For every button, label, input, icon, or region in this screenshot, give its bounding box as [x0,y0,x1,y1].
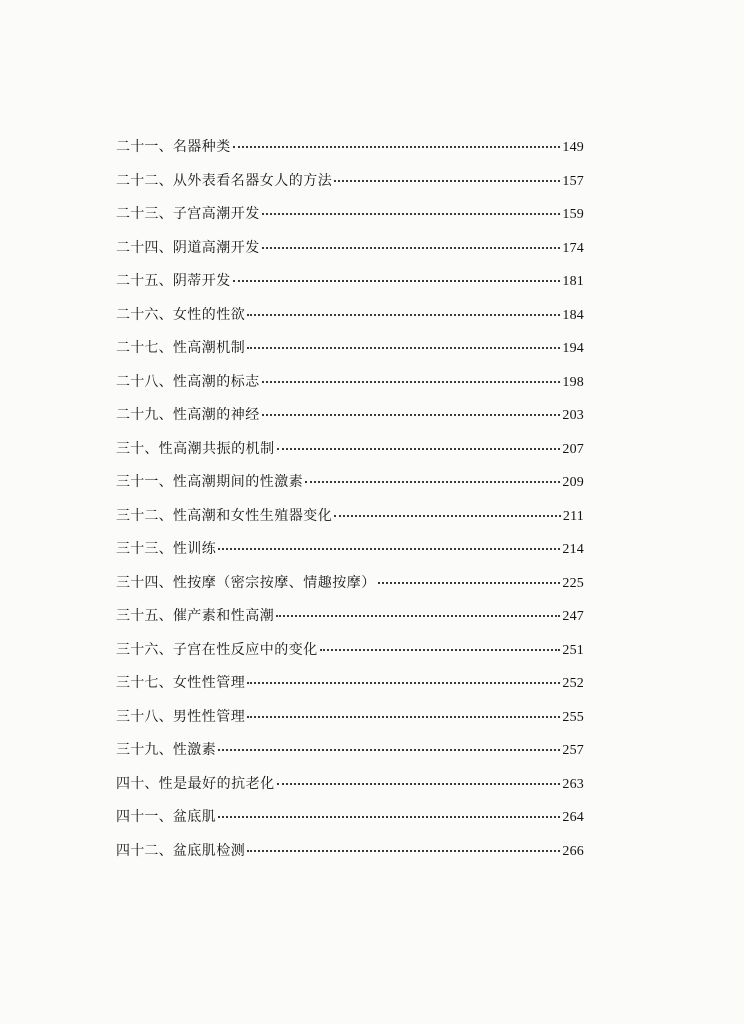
toc-entry-title: 催产素和性高潮 [172,608,275,624]
toc-entry-page: 263 [562,776,584,792]
toc-entry [116,572,584,606]
toc-entry-page: 149 [562,140,584,155]
toc-entry-title: 性是最好的抗老化 [158,775,275,792]
toc-entry-page: 198 [562,374,584,390]
toc-entry-page: 214 [562,542,584,557]
dot-leader [276,615,560,617]
toc-entry [116,237,584,271]
dot-leader [262,381,561,383]
dot-leader [378,582,561,584]
toc-entry-page: 209 [562,475,584,490]
toc-entry-number: 三十九、 [116,742,173,758]
toc-entry [116,337,584,371]
toc-entry-page: 174 [562,240,584,256]
dot-leader [262,414,561,416]
toc-entry [116,404,584,438]
toc-entry-page: 184 [562,307,584,323]
toc-entry-title: 性按摩（密宗按摩、情趣按摩） [172,574,376,591]
toc-entry-number: 三十五、 [116,608,173,624]
toc-entry [116,706,584,740]
toc-entry-title: 从外表看名器女人的方法 [172,172,333,189]
toc-entry-number: 四十二、 [116,842,173,859]
toc-entry-number: 二十九、 [116,407,173,423]
toc-entry-title: 性激素 [172,742,217,758]
table-of-contents [116,136,584,873]
toc-entry-number: 二十六、 [116,306,173,323]
dot-leader [320,649,561,651]
toc-entry-page: 251 [562,642,584,658]
dot-leader [247,314,560,316]
dot-leader [247,682,560,684]
dot-leader [247,716,560,718]
toc-entry-title: 性高潮期间的性激素 [172,474,304,490]
toc-entry-title: 男性性管理 [172,708,246,725]
toc-entry [116,371,584,405]
toc-entry [116,605,584,639]
toc-entry-page: 247 [562,609,584,624]
toc-entry-page: 211 [562,508,584,524]
toc-entry-number: 三十六、 [116,641,173,658]
toc-entry-page: 207 [562,441,584,457]
toc-entry-page: 203 [562,408,584,423]
toc-entry-number: 二十七、 [116,340,173,356]
dot-leader [262,213,561,215]
toc-entry-number: 二十三、 [116,206,173,222]
toc-entry-title: 子宫在性反应中的变化 [172,641,318,658]
dot-leader [247,850,560,852]
toc-entry [116,806,584,840]
toc-entry-number: 二十一、 [116,139,173,155]
dot-leader [218,548,560,550]
toc-entry-title: 名器种类 [172,139,231,155]
toc-entry-number: 三十七、 [116,675,173,691]
toc-entry-page: 194 [562,341,584,356]
toc-entry [116,270,584,304]
toc-entry-number: 二十四、 [116,239,173,256]
toc-entry [116,773,584,807]
toc-entry [116,170,584,204]
dot-leader [233,146,561,148]
toc-entry-page: 257 [562,743,584,758]
toc-entry-number: 三十、 [116,440,159,457]
dot-leader [218,816,560,818]
dot-leader [247,347,560,349]
toc-entry-page: 252 [562,676,584,691]
toc-entry-number: 二十八、 [116,373,173,390]
toc-entry-title: 性高潮和女性生殖器变化 [172,507,333,524]
toc-entry-page: 255 [562,709,584,725]
toc-entry-title: 盆底肌 [172,809,217,825]
toc-entry-title: 女性性管理 [172,675,246,691]
toc-entry [116,538,584,572]
toc-entry [116,136,584,170]
toc-entry-number: 二十二、 [116,172,173,189]
dot-leader [218,749,560,751]
toc-entry-title: 性高潮机制 [172,340,246,356]
toc-entry-title: 阴道高潮开发 [172,239,260,256]
toc-entry-title: 女性的性欲 [172,306,246,323]
toc-entry-page: 266 [562,843,584,859]
toc-entry-page: 225 [562,575,584,591]
toc-entry-number: 三十一、 [116,474,173,490]
toc-entry-page: 264 [562,810,584,825]
toc-entry [116,438,584,472]
dot-leader [277,783,561,785]
toc-entry [116,840,584,874]
toc-entry-title: 子宫高潮开发 [172,206,260,222]
toc-entry-page: 159 [562,207,584,222]
toc-entry [116,304,584,338]
toc-entry-number: 四十一、 [116,809,173,825]
dot-leader [334,515,561,517]
toc-entry-number: 四十、 [116,775,159,792]
dot-leader [305,481,560,483]
toc-entry-number: 三十三、 [116,541,173,557]
toc-entry [116,505,584,539]
toc-entry-title: 盆底肌检测 [172,842,246,859]
dot-leader [334,180,560,182]
toc-entry-page: 157 [562,173,584,189]
toc-entry-title: 性训练 [172,541,217,557]
toc-entry [116,471,584,505]
toc-entry-title: 阴蒂开发 [172,273,231,289]
toc-entry-number: 三十八、 [116,708,173,725]
toc-entry-number: 二十五、 [116,273,173,289]
toc-entry [116,203,584,237]
dot-leader [277,448,561,450]
toc-entry [116,739,584,773]
toc-entry [116,639,584,673]
toc-entry-title: 性高潮的神经 [172,407,260,423]
dot-leader [233,280,561,282]
toc-entry-title: 性高潮的标志 [172,373,260,390]
dot-leader [262,247,561,249]
toc-entry-number: 三十四、 [116,574,173,591]
toc-entry [116,672,584,706]
toc-entry-number: 三十二、 [116,507,173,524]
toc-entry-title: 性高潮共振的机制 [158,440,275,457]
toc-entry-page: 181 [562,274,584,289]
